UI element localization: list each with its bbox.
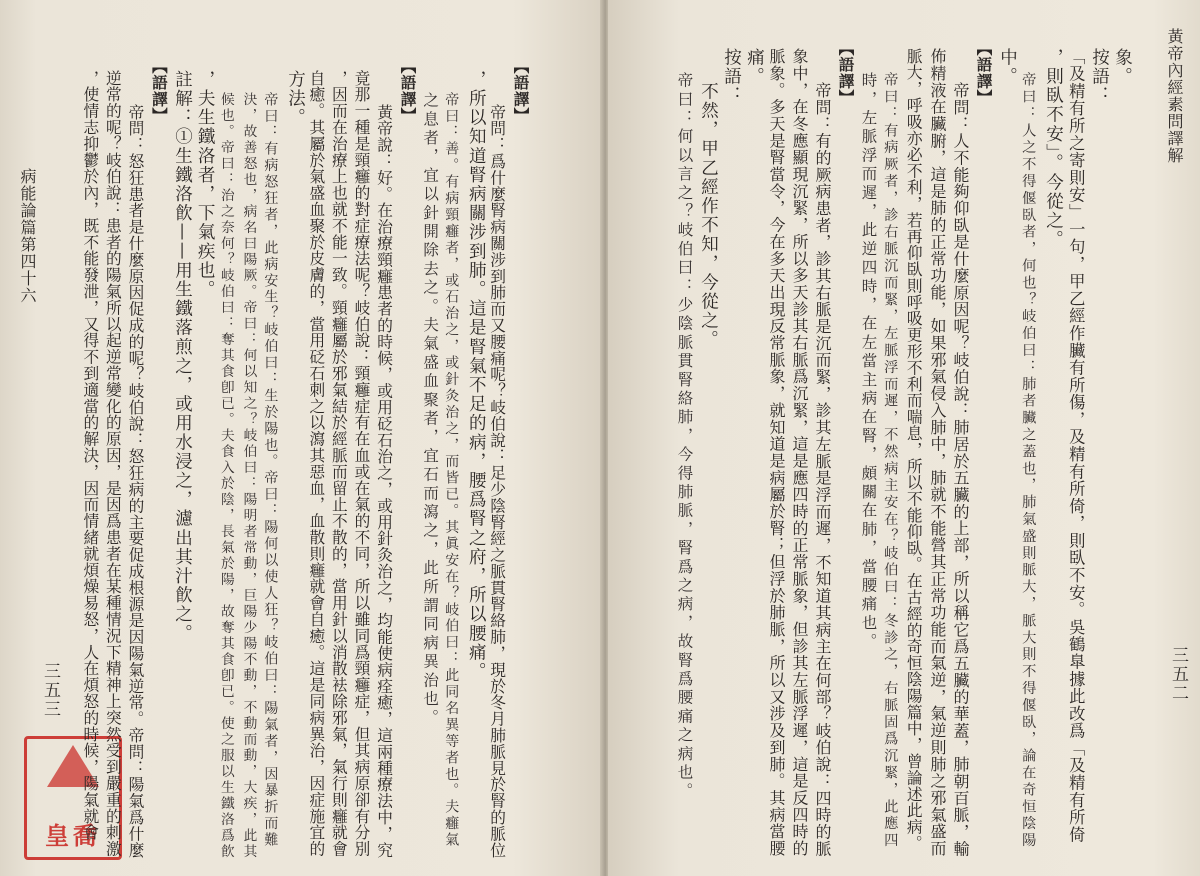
text-column: ，所以知道腎病關涉到肺。這是腎氣不足的病，腰爲腎之府，所以腰痛。 bbox=[466, 70, 487, 682]
text-column: 按語： bbox=[1089, 48, 1110, 106]
text-column: 按語： bbox=[721, 48, 742, 106]
text-column: 脈大，呼吸亦必不利，若再仰臥則呼吸更形不利而喘息，所以不能仰臥。在古經的奇恒陰陽篇中，曾論述此病。 bbox=[904, 48, 924, 852]
page-number-left: 三五三 bbox=[40, 662, 60, 719]
section-heading: 【語譯】 bbox=[836, 40, 855, 106]
classic-text-column: 候也。帝曰：治之奈何？岐伯曰：奪其食卽已。夫食入於陰，長氣於陽，故奪其食卽已。使之服以生鐵洛爲飮 bbox=[217, 92, 234, 860]
text-column: 方法。 bbox=[285, 70, 306, 128]
classic-text-column: 帝曰：人之不得偃臥者，何也？岐伯曰：肺者臟之蓋也，肺氣盛則脈大，脈大則不得偃臥，論在奇恒陰陽 bbox=[1020, 72, 1037, 850]
classic-text-column: 時，左脈浮而遲，此逆四時，在左當主病在腎，頗關在肺，當腰痛也。 bbox=[859, 72, 878, 652]
classic-text-column: 帝曰：有病怒狂者，此病安生？岐伯曰：生於陽也。帝曰：陽何以使人狂？岐伯曰：陽氣者，因暴折而難 bbox=[262, 92, 279, 849]
text-column: 脈象。多天是腎當令，今在多天出現反常脈象，就知道是病屬於腎；但浮於肺脈，所以又涉及到肺。其病當腰 bbox=[767, 48, 786, 857]
section-heading: 【語譯】 bbox=[974, 40, 993, 106]
text-column: 帝問：人不能夠仰臥是什麼原因呢？岐伯說：肺居於五臟的上部，所以稱它爲五臟的華蓋，肺朝百脈，輸 bbox=[951, 82, 970, 858]
text-column: 逆常的呢？岐伯說：患者的陽氣所以起逆常變化的原因，是因爲患者在某種情況下精神上突然受到嚴重的刺激 bbox=[103, 70, 123, 858]
section-heading: 【語譯】 bbox=[511, 58, 530, 124]
text-column: 象。 bbox=[1112, 48, 1133, 87]
text-column: 「及精有所之寄則安」一句，甲乙經作臟有所傷，及精有所倚，則臥不安。吳鶴臯據此改爲「及精有所倚 bbox=[1066, 48, 1086, 844]
text-column: 痛。 bbox=[744, 48, 765, 87]
text-column: 竟那一種是頸癰的對症療法呢？岐伯說：頸癰症有在血或在氣的不同，所以雖同爲頸癰症，但其病原卻有分別 bbox=[352, 70, 372, 858]
classic-text-column: 之息者，宜以針開除去之。夫氣盛血聚者，宜石而瀉之，此所謂同病異治也。 bbox=[421, 92, 440, 728]
running-head-right: 黃帝內經素問譯解 bbox=[1165, 28, 1184, 164]
right-page bbox=[608, 0, 1200, 876]
text-column: 中。 bbox=[997, 48, 1018, 87]
classic-text-column: 帝曰：善。有病頸癰者，或石治之，或針灸治之，而皆已。其眞安在？岐伯曰：此同名異等者也。夫癰氣 bbox=[443, 92, 460, 849]
text-column: ，夫生鐵洛者，下氣疾也。 bbox=[195, 70, 216, 300]
text-column: 佈精液在臟腑，這是肺的正常功能，如果邪氣侵入肺中，肺就不能營其正常功能而氣逆，氣逆則肺之邪氣盛而 bbox=[928, 48, 947, 857]
stamp-text: 皇喬 bbox=[45, 822, 101, 850]
text-column: ，因而在治療上也就不能一致。頸癰屬於邪氣結於經脈而留止不散的，當用針以消散袪除邪氣，氣行則癰就會 bbox=[329, 70, 349, 858]
text-column: 帝問：有的厥病患者，診其右脈是沉而緊，診其左脈是浮而遲，不知道其病主在何部？岐伯說：四時的脈 bbox=[813, 82, 832, 858]
text-column: 黃帝說：好。在治療頸癰患者的時候，或用砭石治之，或用針灸治之，均能使病痊癒，這兩種療法中，究 bbox=[375, 104, 395, 859]
classic-text-column: 帝曰：何以言之？岐伯曰：少陰脈貫腎絡肺，今得肺脈，腎爲之病，故腎爲腰痛之病也。 bbox=[675, 72, 694, 802]
text-column: ，則臥不安」。今從之。 bbox=[1043, 48, 1064, 250]
page-number-right: 三五二 bbox=[1168, 646, 1188, 703]
text-column: 自癒。其屬於氣盛血聚於皮膚的，當用砭石刺之以瀉其惡血，血散則癰就會自癒。這是同病異治，因症施宜的 bbox=[307, 70, 327, 858]
section-heading: 【語譯】 bbox=[149, 58, 168, 124]
text-column: 帝問：怒狂患者是什麼原因促成的呢？岐伯說：怒狂病的主要促成根源是因陽氣逆常。帝問：陽氣爲什麼 bbox=[126, 104, 146, 859]
text-column: 帝問：爲什麼腎病關涉到肺而又腰痛呢？岐伯說：足少陰腎經之脈貫腎絡肺，現於冬月肺脈見於腎的脈位 bbox=[488, 104, 508, 859]
running-head-left: 病能論篇第四十六 bbox=[18, 168, 37, 304]
text-column: 不然，甲乙經作不知，今從之。 bbox=[698, 82, 719, 350]
classic-text-column: 帝曰：有病厥者，診右脈沉而緊，左脈浮而遲，不然病主安在？岐伯曰：冬診之，右脈固爲沉緊，此應四 bbox=[882, 72, 899, 850]
text-column: ，使情志抑鬱於內，既不能發泄，又得不到適當的解決，因而情緒就煩燥易怒，人在煩怒的時候，陽氣就會 bbox=[81, 70, 101, 841]
text-column: 註解：①生鐵洛飮——用生鐵落煎之，或用水浸之，濾出其汁飮之。 bbox=[172, 70, 193, 643]
section-heading: 【語譯】 bbox=[398, 58, 417, 124]
text-column: 象中，在冬應顯現沉緊，所以多天診其右脈爲沉緊，這是應四時的正常脈象，但診其左脈浮遲，這是反四時的 bbox=[790, 48, 809, 857]
classic-text-column: 決，故善怒也，病名曰陽厥。帝曰：何以知之？岐伯曰：陽明者常動，巨陽少陽不動，不動而動，大疾，此其 bbox=[240, 92, 257, 860]
